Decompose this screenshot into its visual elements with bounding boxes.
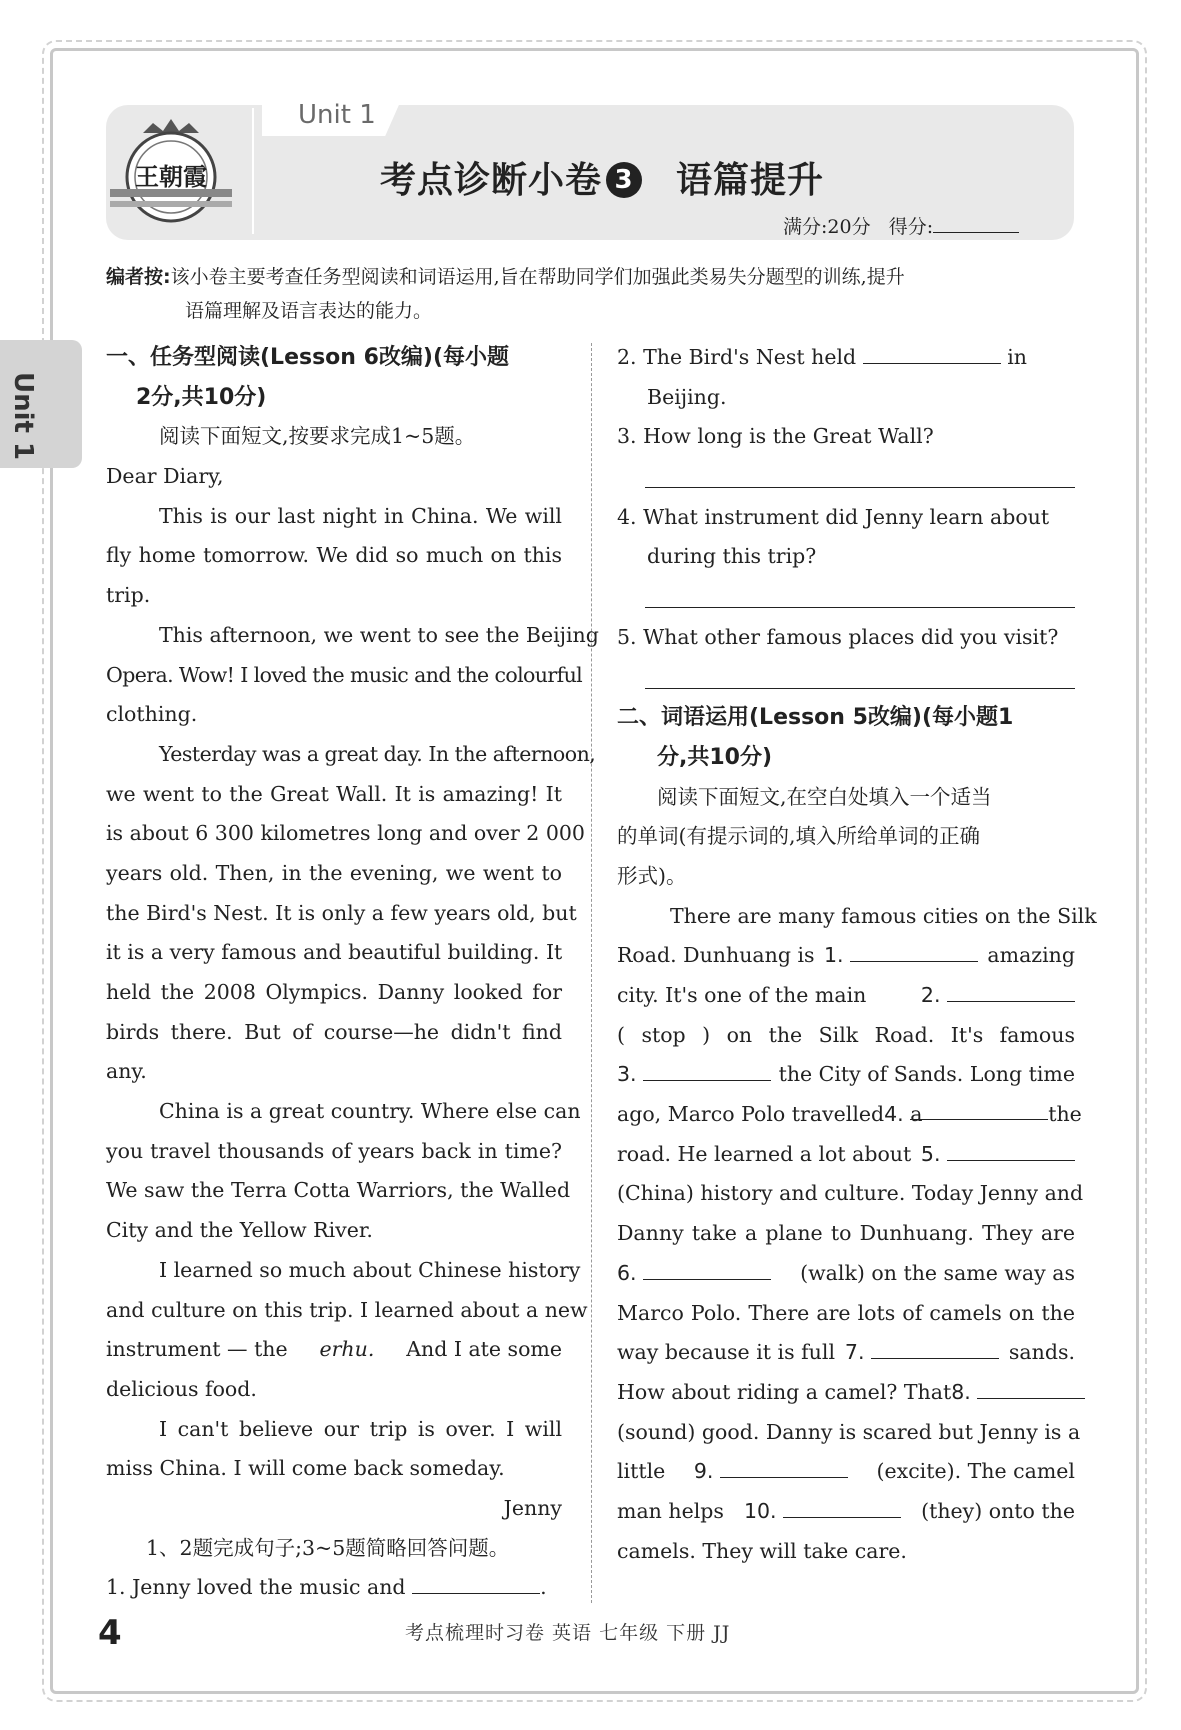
section1-instruction: 阅读下面短文,按要求完成1~5题。 bbox=[159, 424, 476, 449]
page-number: 4 bbox=[98, 1613, 122, 1653]
t12a: way because it is full bbox=[617, 1340, 836, 1365]
score-blank[interactable] bbox=[933, 232, 1019, 233]
t2b: amazing bbox=[987, 943, 1075, 968]
text-line5 bbox=[617, 1055, 1075, 1095]
text-line4: ( stop ) on the Silk Road. It's famous bbox=[617, 1022, 1075, 1047]
blank-9[interactable] bbox=[720, 1453, 848, 1478]
p5-line2: and culture on this trip. I learned about a new bbox=[106, 1297, 588, 1322]
unit-label: Unit 1 bbox=[298, 100, 376, 130]
blank-6-number: 6. bbox=[617, 1260, 637, 1285]
q1-blank[interactable] bbox=[412, 1569, 540, 1594]
q4-answer-line[interactable] bbox=[645, 577, 1075, 608]
logo-text: 王朝霞 bbox=[135, 162, 207, 191]
p6-line2: miss China. I will come back someday. bbox=[106, 1456, 505, 1481]
blank-7[interactable] bbox=[871, 1334, 999, 1359]
t15b: (excite). The camel bbox=[876, 1459, 1075, 1484]
blank-10-number: 10. bbox=[743, 1498, 777, 1523]
text-line3 bbox=[617, 976, 1075, 1016]
p3-line6: it is a very famous and beautiful building. It bbox=[106, 940, 563, 965]
footer-text: 考点梳理时习卷 英语 七年级 下册 JJ bbox=[405, 1622, 731, 1644]
note-label: 编者按: bbox=[106, 266, 171, 288]
p4-line2: you travel thousands of years back in time? bbox=[106, 1138, 562, 1163]
blank-4[interactable] bbox=[910, 1095, 1048, 1127]
note-line2: 语篇理解及语言表达的能力。 bbox=[185, 300, 433, 322]
blank-7-number: 7. bbox=[844, 1340, 865, 1365]
text-line9: Danny take a plane to Dunhuang. They are bbox=[617, 1221, 1075, 1246]
blank-3[interactable] bbox=[643, 1056, 771, 1081]
p3-line3: is about 6 300 kilometres long and over 2 000 bbox=[106, 821, 585, 846]
question-3: 3. How long is the Great Wall? bbox=[617, 424, 934, 449]
text-line1: There are many famous cities on the Silk bbox=[670, 903, 1097, 928]
text-line17: camels. They will take care. bbox=[617, 1538, 907, 1563]
q1-end: . bbox=[540, 1575, 547, 1600]
blank-5[interactable] bbox=[947, 1136, 1075, 1161]
section1-heading-cont: 2分,共10分) bbox=[136, 384, 267, 410]
blank-10[interactable] bbox=[783, 1493, 901, 1518]
t6b: the bbox=[1048, 1102, 1082, 1127]
question-4: 4. What instrument did Jenny learn about bbox=[617, 504, 1050, 529]
note-line1: 该小卷主要考查任务型阅读和词语运用,旨在帮助同学们加强此类易失分题型的训练,提升 bbox=[170, 266, 905, 288]
text-line16 bbox=[617, 1492, 1075, 1532]
blank-2-number: 2. bbox=[920, 983, 941, 1007]
t12b: sands. bbox=[1008, 1340, 1075, 1365]
q4-cont: during this trip? bbox=[647, 544, 817, 569]
section2-instr1: 阅读下面短文,在空白处填入一个适当 bbox=[657, 784, 992, 809]
editor-note bbox=[106, 260, 1076, 328]
q2-blank[interactable] bbox=[863, 339, 1001, 364]
t6a: ago, Marco Polo travelled bbox=[617, 1102, 885, 1127]
text-line12 bbox=[617, 1333, 1075, 1373]
blank-9-number: 9. bbox=[693, 1459, 714, 1484]
text-line13 bbox=[617, 1373, 1075, 1413]
t7a: road. He learned a lot about bbox=[617, 1141, 912, 1166]
text-line8: (China) history and culture. Today Jenny and bbox=[617, 1181, 1084, 1206]
blank-5-number: 5. bbox=[920, 1141, 941, 1166]
question-5: 5. What other famous places did you visit? bbox=[617, 624, 1059, 649]
p2-line3: clothing. bbox=[106, 702, 198, 727]
p5-line3-c: And I ate some bbox=[406, 1337, 562, 1362]
text-line14: (sound) good. Danny is scared but Jenny is a bbox=[617, 1419, 1081, 1444]
p2-line2: Opera. Wow! I loved the music and the colourful bbox=[106, 662, 583, 687]
t13a: How about riding a camel? That bbox=[617, 1379, 952, 1404]
p3-line8: birds there. But of course—he didn't find bbox=[106, 1019, 562, 1044]
blank-1-number: 1. bbox=[823, 943, 844, 968]
question-2 bbox=[617, 338, 1075, 378]
section2-instr2: 的单词(有提示词的,填入所给单词的正确 bbox=[617, 824, 981, 849]
p1-line3: trip. bbox=[106, 583, 151, 608]
p5-line4: delicious food. bbox=[106, 1376, 257, 1401]
p3-line9: any. bbox=[106, 1059, 147, 1084]
t16b: (they) onto the bbox=[921, 1498, 1075, 1523]
p5-erhu: erhu. bbox=[319, 1337, 375, 1362]
q5-answer-line[interactable] bbox=[645, 658, 1075, 689]
task-instruction: 1、2题完成句子;3~5题简略回答问题。 bbox=[146, 1535, 510, 1560]
p1-line1: This is our last night in China. We will bbox=[159, 503, 562, 528]
q2-cont: Beijing. bbox=[647, 384, 727, 409]
p3-line5: the Bird's Nest. It is only a few years old, but bbox=[106, 900, 577, 925]
q1-text: 1. Jenny loved the music and bbox=[106, 1575, 406, 1600]
p3-line2: we went to the Great Wall. It is amazing! It bbox=[106, 781, 562, 806]
column-divider bbox=[591, 343, 592, 1603]
t15a: little bbox=[617, 1459, 666, 1484]
p1-line2: fly home tomorrow. We did so much on this bbox=[106, 543, 562, 568]
header-divider bbox=[252, 108, 254, 234]
p4-line1: China is a great country. Where else can bbox=[159, 1099, 581, 1124]
q2-in: in bbox=[1007, 345, 1028, 369]
right-column bbox=[617, 338, 1097, 1571]
p3-line1: Yesterday was a great day. In the afternoon, bbox=[159, 741, 596, 766]
text-line7 bbox=[617, 1135, 1075, 1175]
blank-4-hint: a bbox=[910, 1102, 923, 1127]
text-line6 bbox=[617, 1095, 1082, 1135]
p2-line1: This afternoon, we went to see the Beijing bbox=[159, 622, 599, 647]
section1-heading: 一、任务型阅读(Lesson 6改编)(每小题 bbox=[106, 345, 510, 370]
blank-2[interactable] bbox=[947, 977, 1075, 1002]
t5b: the City of Sands. Long time bbox=[778, 1062, 1075, 1087]
p3-line4: years old. Then, in the evening, we went to bbox=[106, 860, 562, 885]
q2-text: 2. The Bird's Nest held bbox=[617, 345, 857, 369]
text-line10 bbox=[617, 1254, 1075, 1294]
question-1 bbox=[106, 1568, 562, 1608]
p5-line3 bbox=[106, 1330, 562, 1370]
diary-greeting: Dear Diary, bbox=[106, 464, 224, 489]
title-sub: 语篇提升 bbox=[676, 160, 825, 201]
p3-line7: held the 2008 Olympics. Danny looked for bbox=[106, 980, 562, 1004]
page-title bbox=[380, 152, 824, 203]
blank-1[interactable] bbox=[850, 937, 978, 962]
blank-8[interactable] bbox=[977, 1374, 1085, 1399]
blank-8-number: 8. bbox=[951, 1379, 971, 1404]
score-line bbox=[783, 212, 1019, 239]
text-line11: Marco Polo. There are lots of camels on the bbox=[617, 1300, 1075, 1325]
side-tab-label: Unit 1 bbox=[8, 372, 38, 461]
publisher-logo bbox=[108, 115, 234, 235]
p5-line3-a: instrument — the bbox=[106, 1337, 288, 1362]
p6-line1: I can't believe our trip is over. I will bbox=[159, 1416, 562, 1441]
section2-heading: 二、词语运用(Lesson 5改编)(每小题1 bbox=[617, 705, 1014, 731]
title-number: 3 bbox=[606, 162, 642, 198]
text-line2 bbox=[617, 936, 1075, 976]
full-score: 满分:20分 bbox=[783, 216, 871, 238]
t2a: Road. Dunhuang is bbox=[617, 943, 815, 968]
blank-4-number: 4. bbox=[884, 1102, 904, 1127]
blank-6[interactable] bbox=[643, 1255, 771, 1280]
t3a: city. It's one of the main bbox=[617, 983, 867, 1007]
section2-heading-cont: 分,共10分) bbox=[657, 744, 773, 770]
p4-line4: City and the Yellow River. bbox=[106, 1218, 373, 1243]
t16a: man helps bbox=[617, 1498, 724, 1523]
blank-3-number: 3. bbox=[617, 1062, 637, 1087]
diary-signature: Jenny bbox=[503, 1495, 562, 1520]
q3-answer-line[interactable] bbox=[645, 457, 1075, 488]
score-label: 得分: bbox=[888, 216, 934, 238]
section2-instr3: 形式)。 bbox=[617, 863, 687, 888]
left-column bbox=[106, 338, 599, 1608]
p5-line1: I learned so much about Chinese history bbox=[159, 1257, 581, 1282]
p4-line3: We saw the Terra Cotta Warriors, the Walled bbox=[106, 1178, 571, 1203]
title-main: 考点诊断小卷 bbox=[380, 160, 603, 201]
t10b: (walk) on the same way as bbox=[800, 1260, 1075, 1285]
text-line15 bbox=[617, 1452, 1075, 1492]
